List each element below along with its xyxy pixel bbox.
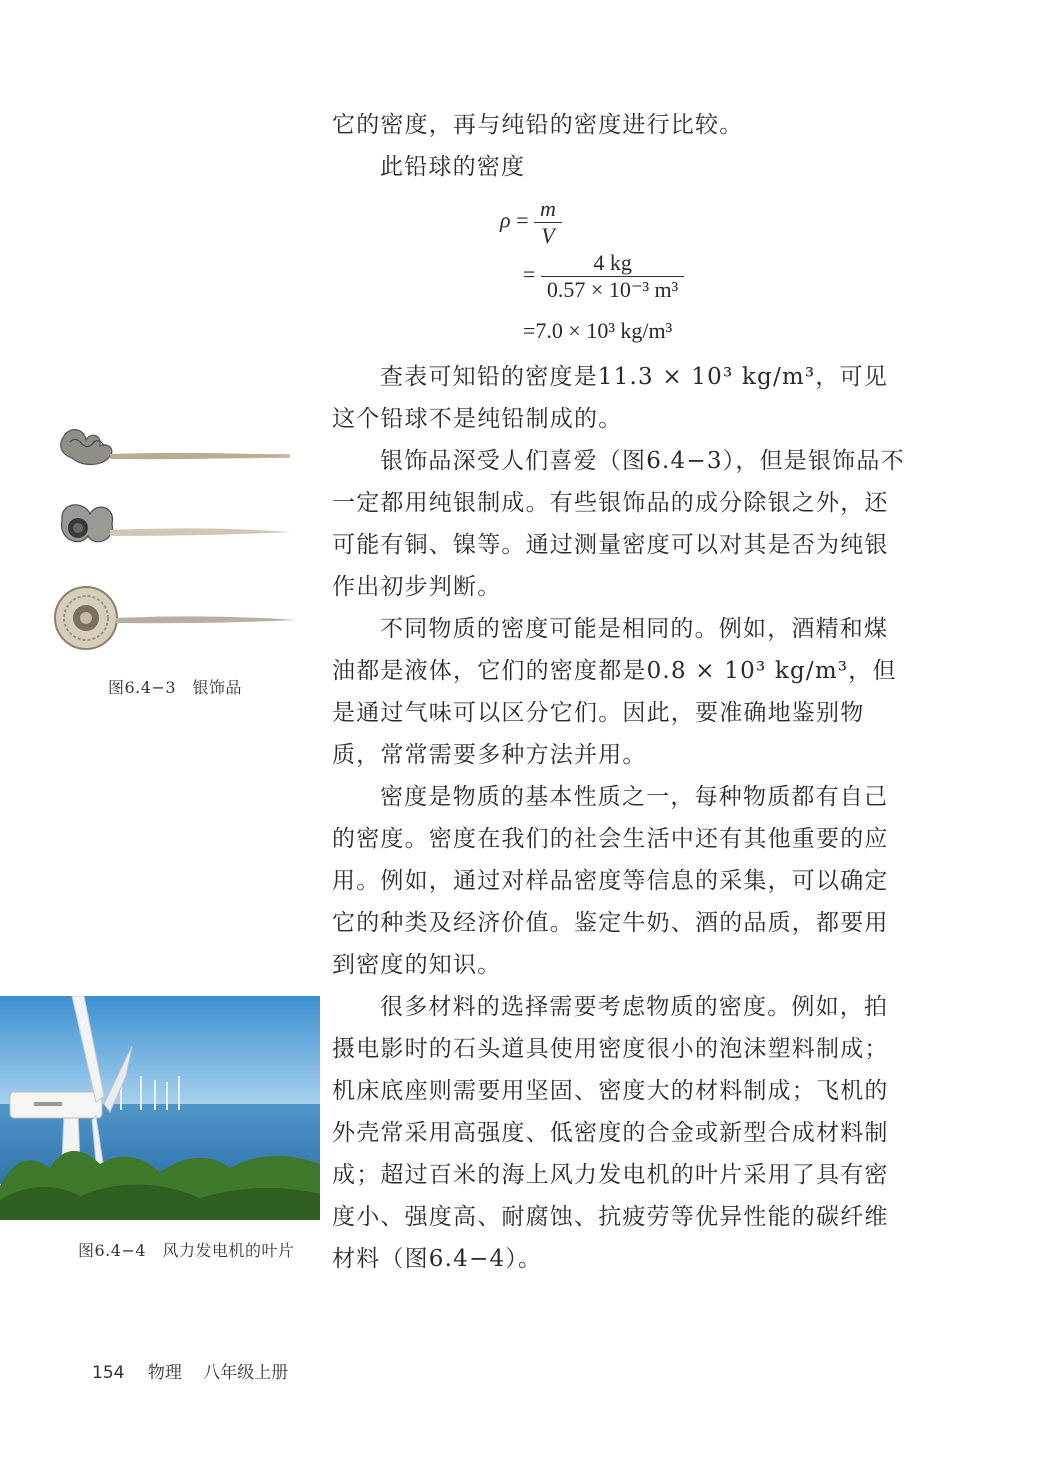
rho-symbol: ρ: [500, 207, 511, 233]
fraction-numerator: m: [534, 196, 562, 223]
fraction-denominator: 0.57 × 10⁻³ m³: [546, 277, 679, 302]
figure-caption-silver: 图6.4−3 银饰品: [108, 678, 243, 697]
paragraph-material-choice: 很多材料的选择需要考虑物质的密度。例如，拍摄电影时的石头道具使用密度很小的泡沫塑料制成；机床底座则需要用坚固、密度大的材料制成；飞机的外壳常采用高强度、低密度的合金或新型合成材料制成；超过百米的海上风力发电机的叶片采用了具有密度小、强度高、耐腐蚀、抗疲劳等优异性能的碳纤维材料（图6.4−4）。: [332, 994, 889, 1272]
equals-sign: =: [516, 207, 529, 233]
paragraph-silver: 银饰品深受人们喜爱（图6.4−3），但是银饰品不一定都用纯银制成。有些银饰品的成分除银之外，还可能有铜、镍等。通过测量密度可以对其是否为纯银作出初步判断。: [332, 448, 905, 600]
hairpin-dragon: [61, 430, 292, 465]
figure-caption-turbine: 图6.4−4 风力发电机的叶片: [78, 1241, 295, 1260]
footer-grade: 八年级上册: [203, 1363, 289, 1383]
equals-sign: =: [523, 261, 536, 287]
fraction-m-over-v: [534, 196, 562, 249]
page-number: 154: [92, 1363, 125, 1383]
formula-line-1: [500, 196, 562, 249]
page-footer: [92, 1358, 288, 1383]
paragraph-density-label: 此铅球的密度: [380, 154, 526, 180]
paragraph-lead-density: 查表可知铅的密度是11.3 × 10³ kg/m³，可见这个铅球不是纯铅制成的。: [332, 364, 888, 432]
paragraph-same-density: 不同物质的密度可能是相同的。例如，酒精和煤油都是液体，它们的密度都是0.8 × 10³ kg/m³，但是通过气味可以区分它们。因此，要准确地鉴别物质，常常需要多种方法并用。: [332, 616, 897, 768]
wind-turbine-photo: [0, 996, 320, 1220]
paragraph-intro: 它的密度，再与纯铅的密度进行比较。: [332, 112, 744, 138]
footer-subject: 物理: [147, 1363, 182, 1383]
fraction-numerator: 4 kg: [541, 250, 684, 277]
silver-hairpins-image: [50, 418, 300, 663]
hairpin-filigree: [55, 587, 296, 649]
fraction-values: [541, 250, 684, 303]
paragraph-density-property: 密度是物质的基本性质之一，每种物质都有自己的密度。密度在我们的社会生活中还有其他重要的应用。例如，通过对样品密度等信息的采集，可以确定它的种类及经济价值。鉴定牛奶、酒的品质，都要用到密度的知识。: [332, 784, 889, 978]
hairpin-flower: [62, 505, 290, 542]
formula-line-3: =7.0 × 10³ kg/m³: [523, 318, 673, 343]
formula-line-2: [523, 250, 684, 303]
fraction-denominator: V: [541, 223, 555, 248]
